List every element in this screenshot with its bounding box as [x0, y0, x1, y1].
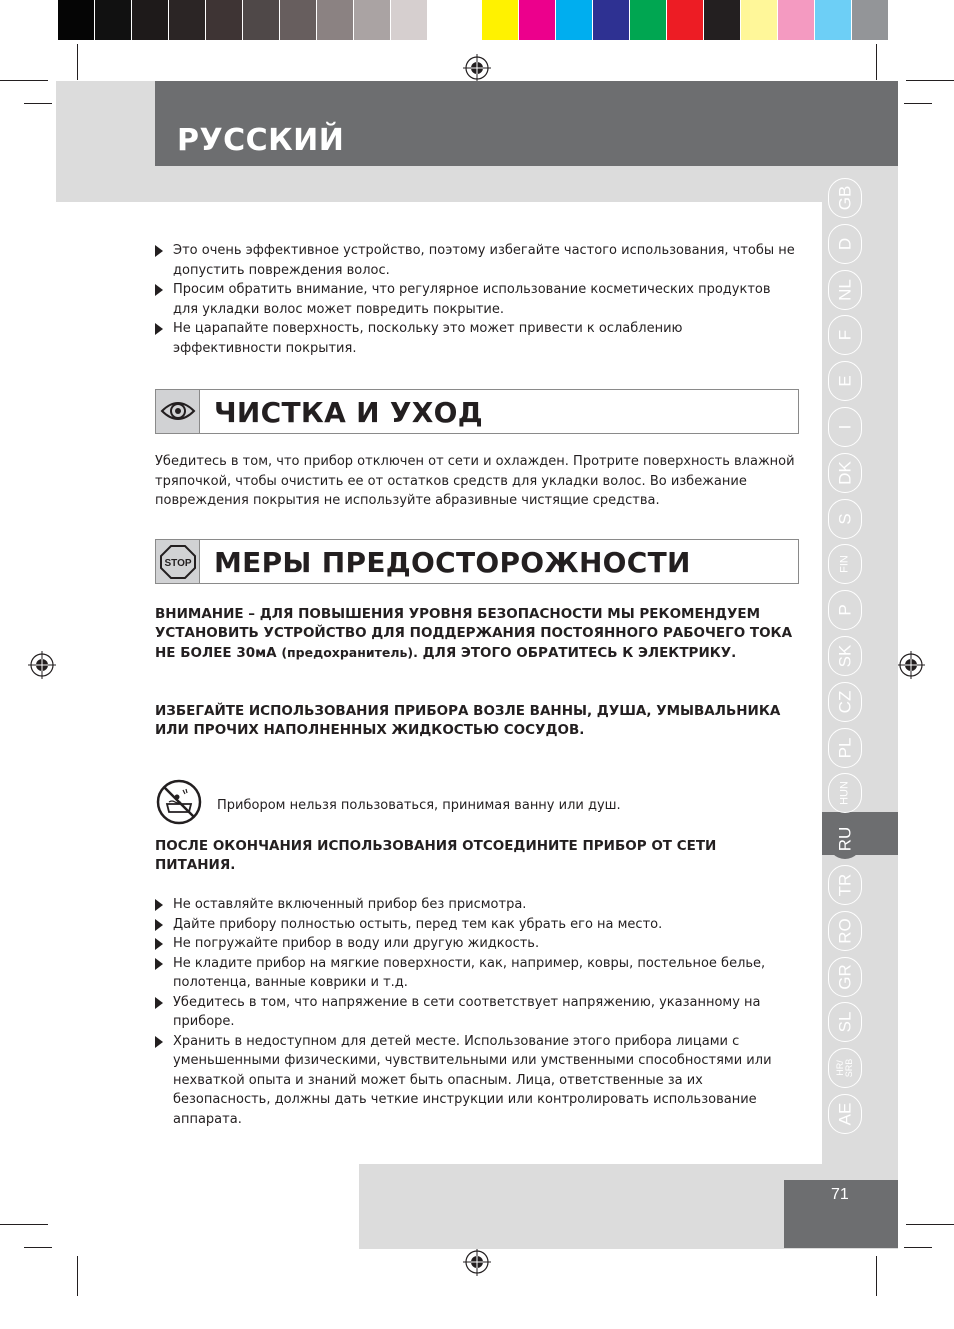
language-tab-d[interactable] [828, 224, 862, 264]
language-tab-label: E [835, 375, 855, 387]
registration-mark-icon [897, 651, 925, 679]
stop-label: STOP [164, 558, 192, 569]
language-tab-ro[interactable] [828, 911, 862, 951]
crop-mark [0, 80, 48, 81]
list-item [155, 280, 795, 319]
language-tab-label: I [835, 424, 855, 430]
triangle-bullet-icon [155, 323, 163, 335]
list-item [155, 895, 795, 915]
triangle-bullet-icon [155, 1036, 163, 1048]
color-swatch [852, 0, 889, 40]
list-item [155, 934, 795, 954]
color-swatch [630, 0, 667, 40]
language-tab-gb[interactable] [828, 178, 862, 218]
language-tab-label: PL [835, 737, 855, 758]
color-swatch [593, 0, 630, 40]
page-number: 71 [831, 1186, 849, 1203]
color-swatch [778, 0, 815, 40]
language-tab-e[interactable] [828, 361, 862, 401]
warning-rcd-note: (предохранитель). [281, 645, 418, 660]
triangle-bullet-icon [155, 958, 163, 970]
list-item-text: Убедитесь в том, что напряжение в сети соответствует напряжению, указанному на приборе. [173, 994, 761, 1029]
language-tab-label: GB [835, 185, 855, 211]
crop-mark [0, 1224, 48, 1225]
gray-swatch [95, 0, 132, 40]
language-tab-s[interactable] [828, 499, 862, 539]
language-tab-label: FIN [838, 555, 851, 574]
list-item [155, 319, 795, 358]
language-tab-label: RU [835, 826, 855, 852]
list-item-text: Хранить в недоступном для детей месте. Использование этого прибора лицами с уменьшенными физическими, чувствительными или умственными способностями или нехваткой опыта и знаний может быть опасным. Лица, ответственные за их безопасность, должны дать четкие инструкции или контролировать использование аппарата. [173, 1033, 772, 1127]
color-swatch [704, 0, 741, 40]
warning-rcd-end: ДЛЯ ЭТОГО ОБРАТИТЕСЬ К ЭЛЕКТРИКУ. [422, 645, 737, 661]
language-tab-f[interactable] [828, 315, 862, 355]
triangle-bullet-icon [155, 919, 163, 931]
language-tab-fin[interactable] [828, 544, 862, 584]
triangle-bullet-icon [155, 997, 163, 1009]
bath-note: Прибором нельзя пользоваться, принимая ванну или душ. [217, 798, 621, 813]
no-bath-icon [155, 778, 203, 826]
gray-swatch [354, 0, 391, 40]
language-tab-cz[interactable] [828, 682, 862, 722]
language-tab-label: D [835, 237, 855, 250]
page-number-box [784, 1180, 898, 1248]
language-tab-label-line: HR/ [835, 1060, 845, 1076]
color-swatch [815, 0, 852, 40]
color-swatch [519, 0, 556, 40]
language-tab-sk[interactable] [828, 636, 862, 676]
language-tab-tr[interactable] [828, 865, 862, 905]
language-tab-label [836, 1059, 854, 1078]
cleaning-section-header [155, 389, 799, 434]
language-tab-label: S [835, 512, 855, 525]
gray-swatch [428, 0, 465, 40]
list-item [155, 993, 795, 1032]
registration-mark-icon [28, 651, 56, 679]
language-tab-label-line: SRB [844, 1058, 854, 1078]
list-item-text: Не оставляйте включенный прибор без присмотра. [173, 897, 527, 912]
language-tab-i[interactable] [828, 407, 862, 447]
title-bar [155, 81, 898, 166]
intro-bullet-list [155, 241, 795, 358]
crop-mark [77, 1256, 78, 1296]
language-tab-gr[interactable] [828, 957, 862, 997]
language-tab-ru[interactable] [828, 819, 862, 859]
color-swatch [741, 0, 778, 40]
gray-swatch [243, 0, 280, 40]
eye-icon [156, 390, 200, 433]
language-tab-pl[interactable] [828, 728, 862, 768]
triangle-bullet-icon [155, 245, 163, 257]
crop-mark [24, 103, 52, 104]
triangle-bullet-icon [155, 938, 163, 950]
language-tab-label: NL [835, 278, 855, 301]
crop-mark [77, 44, 78, 80]
safety-title: МЕРЫ ПРЕДОСТОРОЖНОСТИ [214, 546, 691, 579]
language-tab-label: F [835, 330, 855, 341]
safety-bullet-list [155, 895, 795, 1129]
warning-unplug: ПОСЛЕ ОКОНЧАНИЯ ИСПОЛЬЗОВАНИЯ ОТСОЕДИНИТЕ ПРИБОР ОТ СЕТИ ПИТАНИЯ. [155, 838, 717, 873]
gray-swatch [391, 0, 428, 40]
list-item [155, 915, 795, 935]
crop-mark [24, 1247, 52, 1248]
cleaning-title: ЧИСТКА И УХОД [214, 396, 484, 429]
crop-mark [904, 1247, 932, 1248]
crop-mark [906, 1224, 954, 1225]
warning-rcd-main: ВНИМАНИЕ – ДЛЯ ПОВЫШЕНИЯ УРОВНЯ БЕЗОПАСНОСТИ МЫ РЕКОМЕНДУЕМ УСТАНОВИТЬ УСТРОЙСТВО ДЛЯ ПОДДЕРЖАНИЯ ПОСТОЯННОГО РАБОЧЕГО ТОКА НЕ БОЛЕЕ 30мА [155, 606, 793, 661]
gray-swatch [169, 0, 206, 40]
language-tab-dk[interactable] [828, 453, 862, 493]
warning-bath: ИЗБЕГАЙТЕ ИСПОЛЬЗОВАНИЯ ПРИБОРА ВОЗЛЕ ВАННЫ, ДУША, УМЫВАЛЬНИКА ИЛИ ПРОЧИХ НАПОЛНЕННЫХ ЖИДКОСТЬЮ СОСУДОВ. [155, 703, 781, 738]
language-tab-label: TR [835, 873, 855, 897]
gray-swatch [280, 0, 317, 40]
cleaning-text: Убедитесь в том, что прибор отключен от сети и охлажден. Протрите поверхность влажной тряпочкой, чтобы очистить ее от остатков средств для укладки волос. Во избежание повреждения покрытия не используйте абразивные чистящие средства. [155, 454, 795, 508]
language-tab-label: SK [835, 644, 855, 668]
language-tab-label: P [835, 604, 855, 616]
safety-section-header [155, 539, 799, 584]
gray-swatch [317, 0, 354, 40]
language-tab-label: GR [835, 963, 855, 990]
language-tab-ae[interactable] [828, 1094, 862, 1134]
language-tab-label: CZ [835, 690, 855, 714]
language-tab-p[interactable] [828, 590, 862, 630]
color-swatch [556, 0, 593, 40]
language-tab-label: AE [835, 1102, 855, 1126]
language-tab-nl[interactable] [828, 270, 862, 310]
list-item-text: Не погружайте прибор в воду или другую жидкость. [173, 936, 540, 951]
crop-mark [876, 44, 877, 80]
stop-sign-icon [156, 540, 200, 583]
language-tab-label: HUN [838, 781, 851, 806]
registration-mark-icon [463, 54, 491, 82]
warning-rcd [155, 605, 795, 663]
registration-mark-icon [463, 1248, 491, 1276]
triangle-bullet-icon [155, 284, 163, 296]
calibration-bar-gray [58, 0, 465, 40]
gray-swatch [132, 0, 169, 40]
color-swatch [482, 0, 519, 40]
language-tab-label: RO [835, 918, 855, 944]
list-item [155, 1032, 795, 1130]
calibration-bar-color [482, 0, 889, 40]
gray-swatch [206, 0, 243, 40]
triangle-bullet-icon [155, 899, 163, 911]
language-tab-label: DK [835, 460, 855, 485]
list-item-text: Не царапайте поверхность, поскольку это может привести к ослаблению эффективности покрытия. [173, 321, 683, 356]
list-item-text: Дайте прибору полностью остыть, перед тем как убрать его на место. [173, 916, 663, 932]
stop-icon-box [156, 540, 200, 583]
list-item-text: Просим обратить внимание, что регулярное использование косметических продуктов для укладки волос может повредить покрытие. [173, 282, 771, 317]
eye-icon-box [156, 390, 200, 433]
language-tab-sl[interactable] [828, 1002, 862, 1042]
list-item-text: Не кладите прибор на мягкие поверхности, как, например, ковры, постельное белье, полотенца, ванные коврики и т.д. [173, 955, 766, 990]
list-item [155, 241, 795, 280]
list-item-text: Это очень эффективное устройство, поэтому избегайте частого использования, чтобы не допустить повреждения волос. [173, 243, 795, 278]
crop-mark [906, 80, 954, 81]
language-tab-label: SL [835, 1011, 855, 1033]
list-item [155, 954, 795, 993]
language-tab-hun[interactable] [828, 773, 862, 813]
color-swatch [667, 0, 704, 40]
crop-mark [876, 1256, 877, 1296]
page-title: РУССКИЙ [177, 123, 345, 158]
crop-mark [904, 103, 932, 104]
gray-swatch [58, 0, 95, 40]
language-tab-hr-srb[interactable] [828, 1048, 862, 1088]
